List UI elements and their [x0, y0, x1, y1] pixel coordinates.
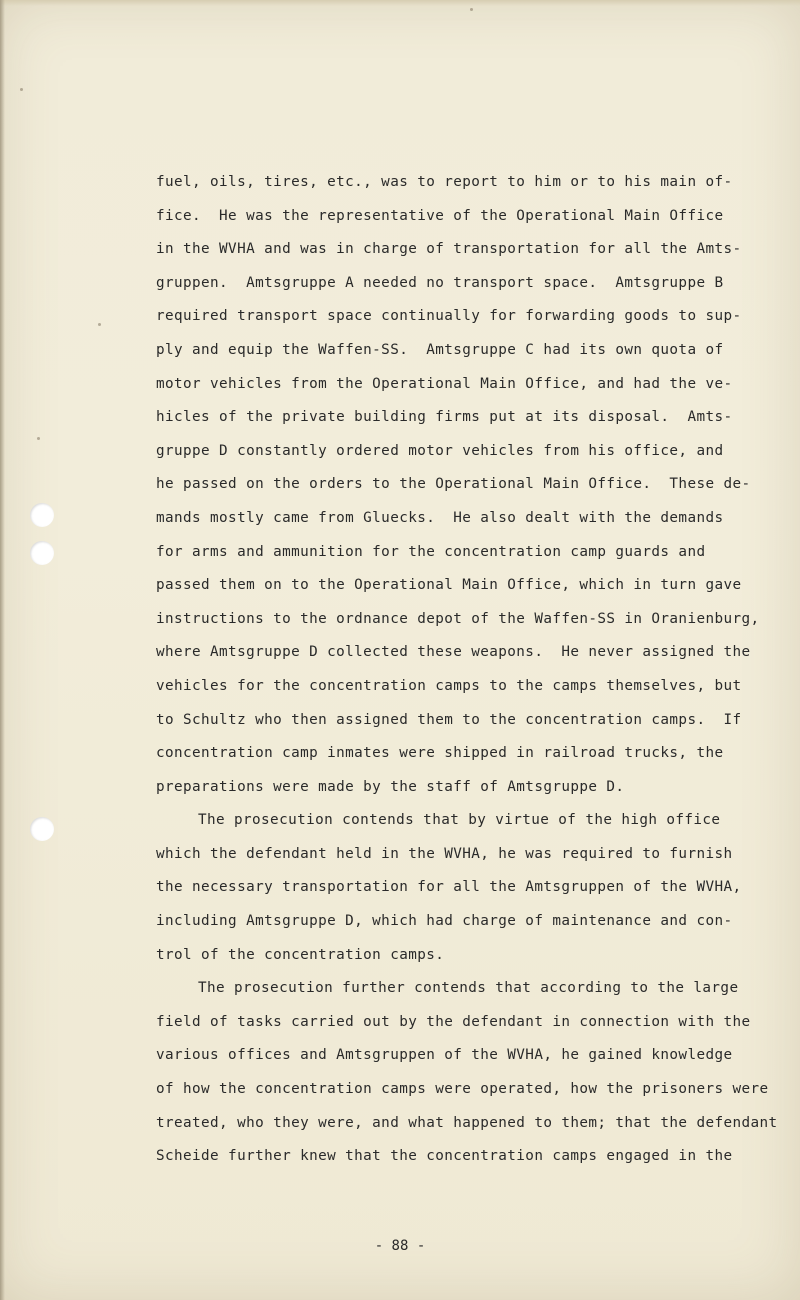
text-line: instructions to the ordnance depot of the Waffen-SS in Oranienburg,	[156, 610, 760, 627]
text-line: including Amtsgruppe D, which had charge of maintenance and con-	[156, 913, 733, 930]
text-line: which the defendant held in the WVHA, he was required to furnish	[156, 845, 733, 862]
paper-speck	[20, 88, 23, 91]
text-line: passed them on to the Operational Main Office, which in turn gave	[156, 577, 742, 594]
text-line: treated, who they were, and what happened to them; that the defendant	[156, 1114, 778, 1131]
text-line: gruppen. Amtsgruppe A needed no transport space. Amtsgruppe B	[156, 274, 724, 291]
text-line: to Schultz who then assigned them to the concentration camps. If	[156, 711, 742, 728]
text-line: vehicles for the concentration camps to the camps themselves, but	[156, 677, 742, 694]
page-left-edge	[0, 0, 5, 1300]
text-line: gruppe D constantly ordered motor vehicles from his office, and	[156, 442, 724, 459]
text-line: various offices and Amtsgruppen of the WVHA, he gained knowledge	[156, 1047, 733, 1064]
text-line: of how the concentration camps were operated, how the prisoners were	[156, 1081, 769, 1098]
text-line: in the WVHA and was in charge of transportation for all the Amts-	[156, 241, 742, 258]
punch-hole	[30, 817, 54, 841]
paragraph-start-line: The prosecution further contends that according to the large	[198, 980, 739, 997]
paper-speck	[470, 8, 473, 11]
typed-text-body	[156, 166, 776, 1174]
text-line: required transport space continually for forwarding goods to sup-	[156, 308, 742, 325]
text-line: he passed on the orders to the Operational Main Office. These de-	[156, 476, 751, 493]
text-line: for arms and ammunition for the concentration camp guards and	[156, 543, 706, 560]
text-line: Scheide further knew that the concentration camps engaged in the	[156, 1148, 733, 1165]
text-line: hicles of the private building firms put at its disposal. Amts-	[156, 409, 733, 426]
text-line: where Amtsgruppe D collected these weapons. He never assigned the	[156, 644, 751, 661]
paper-speck	[37, 437, 40, 440]
text-line: concentration camp inmates were shipped in railroad trucks, the	[156, 745, 724, 762]
paragraph-start-line: The prosecution contends that by virtue of the high office	[198, 812, 721, 829]
text-line: mands mostly came from Gluecks. He also dealt with the demands	[156, 509, 724, 526]
text-line: trol of the concentration camps.	[156, 946, 445, 963]
paper-speck	[98, 323, 101, 326]
punch-hole	[30, 503, 54, 527]
text-line: preparations were made by the staff of Amtsgruppe D.	[156, 778, 625, 795]
text-line: fuel, oils, tires, etc., was to report to him or to his main of-	[156, 174, 733, 190]
text-line: motor vehicles from the Operational Main Office, and had the ve-	[156, 375, 733, 392]
page-top-edge	[0, 0, 800, 6]
text-line: field of tasks carried out by the defendant in connection with the	[156, 1013, 751, 1030]
text-line: ply and equip the Waffen-SS. Amtsgruppe C had its own quota of	[156, 341, 724, 358]
text-line: the necessary transportation for all the Amtsgruppen of the WVHA,	[156, 879, 742, 896]
page-number: - 88 -	[374, 1238, 426, 1254]
text-line: fice. He was the representative of the Operational Main Office	[156, 207, 724, 224]
punch-hole	[30, 541, 54, 565]
